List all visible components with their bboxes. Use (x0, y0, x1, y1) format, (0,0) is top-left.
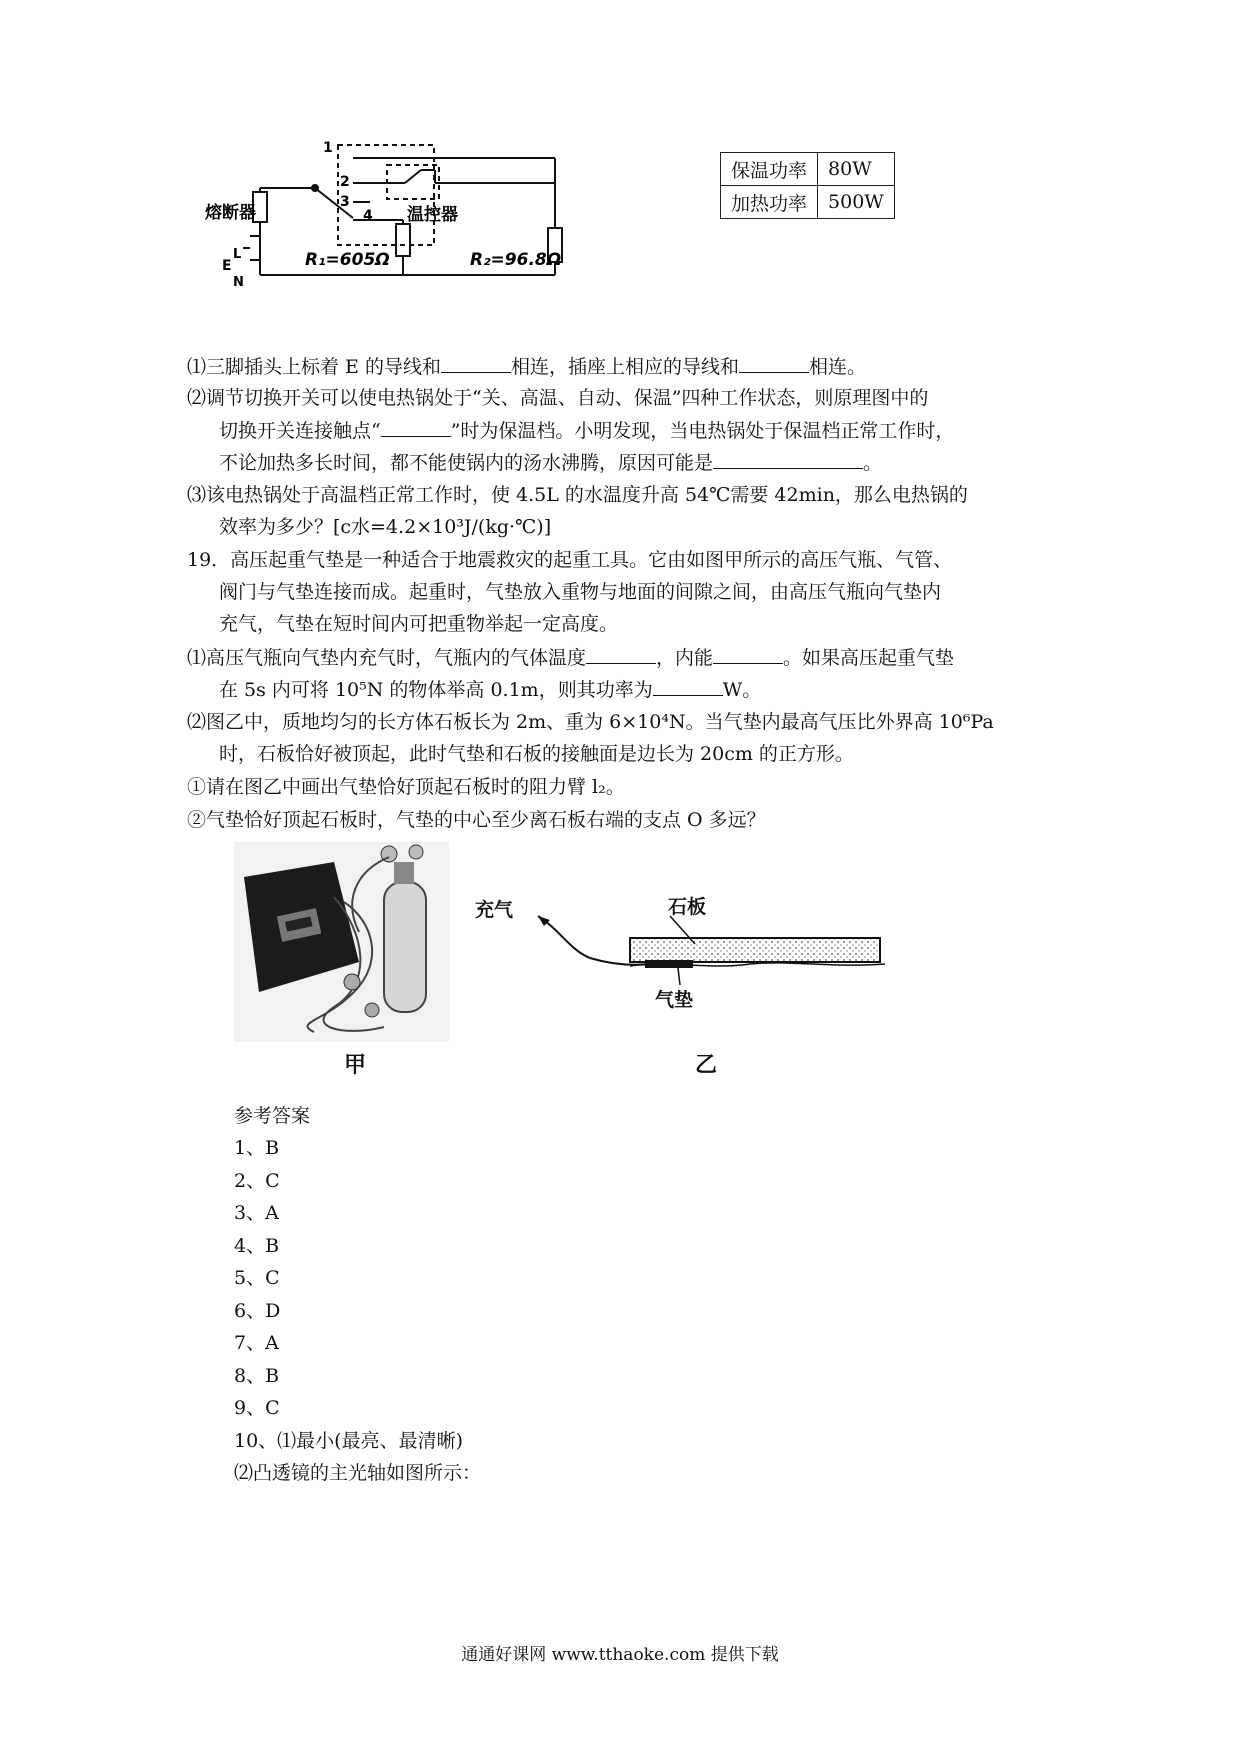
power-table (720, 152, 895, 219)
figure-jia-caption: 甲 (344, 1053, 367, 1078)
q18-p2-text-c: 不论加热多长时间，都不能使锅内的汤水沸腾，原因可能是 (219, 452, 714, 474)
q19-stem-line2: 阀门与气垫连接而成。起重时，气垫放入重物与地面的间隙之间，由高压气瓶向气垫内 (219, 581, 942, 603)
q19-p1-text-e: W。 (722, 679, 762, 701)
figure-jia-photo (234, 842, 449, 1042)
q18-p1-text-b: 相连，插座上相应的导线和 (510, 356, 739, 378)
q19-p1-text-a: ⑴高压气瓶向气垫内充气时，气瓶内的气体温度 (187, 647, 587, 669)
table-cell: 保温功率 (721, 153, 818, 186)
q18-p1-text-a: ⑴三脚插头上标着 E 的导线和 (187, 356, 441, 378)
answer-item: 5、C (234, 1267, 280, 1289)
q18-part2-line1: ⑵调节切换开关可以使电热锅处于“关、高温、自动、保温”四种工作状态，则原理图中的 (187, 387, 929, 409)
q18-part3-line1: ⑶该电热锅处于高温档正常工作时，使 4.5L 的水温度升高 54℃需要 42min，那么电热锅的 (187, 484, 968, 506)
answer-blank[interactable] (586, 643, 656, 664)
q19-p1-text-d: 在 5s 内可将 10⁵N 的物体举高 0.1m，则其功率为 (219, 679, 653, 701)
answer-item: 1、B (234, 1137, 280, 1159)
q19-part2-line1: ⑵图乙中，质地均匀的长方体石板长为 2m、重为 6×10⁴N。当气垫内最高气压比外界高 10⁶Pa (187, 711, 994, 733)
contact-2-label: 2 (340, 174, 350, 190)
answer-item: 6、D (234, 1300, 281, 1322)
qidian-label: 气垫 (655, 989, 694, 1011)
answers-heading: 参考答案 (234, 1105, 311, 1127)
answer-blank[interactable] (441, 352, 511, 373)
q19-part1-line1 (187, 643, 954, 672)
q19-part1-line2 (219, 675, 761, 704)
q18-part2-line3 (219, 448, 882, 477)
contact-1-label: 1 (323, 140, 333, 156)
q18-p2-text-b: ”时为保温档。小明发现，当电热锅处于保温档正常工作时， (450, 420, 955, 442)
answer-blank[interactable] (739, 352, 809, 373)
r1-label: R₁=605Ω (305, 250, 390, 270)
table-cell: 500W (818, 186, 895, 219)
answer-10-part2: ⑵凸透镜的主光轴如图所示： (234, 1462, 482, 1484)
q19-stem-line1: 19．高压起重气垫是一种适合于地震救灾的起重工具。它由如图甲所示的高压气瓶、气管、 (187, 549, 953, 571)
table-row (721, 186, 895, 219)
answer-blank[interactable] (653, 675, 723, 696)
q19-sub1: ①请在图乙中画出气垫恰好顶起石板时的阻力臂 l₂。 (187, 776, 625, 798)
answer-item: 9、C (234, 1397, 280, 1419)
answer-item: 3、A (234, 1202, 279, 1224)
q18-p2-text-a: 切换开关连接触点“ (219, 420, 381, 442)
thermostat-label: 温控器 (407, 205, 458, 225)
q18-p2-text-d: 。 (863, 452, 883, 474)
plug-l-label: L (233, 247, 242, 262)
q19-p1-text-c: 。如果高压起重气垫 (783, 647, 955, 669)
answer-item: 8、B (234, 1365, 280, 1387)
circuit-diagram (205, 140, 585, 320)
r2-label: R₂=96.8Ω (470, 250, 562, 270)
table-cell: 加热功率 (721, 186, 818, 219)
answer-10-part1: 10、⑴最小(最亮、最清晰) (234, 1430, 464, 1452)
table-row (721, 153, 895, 186)
page-footer: 通通好课网 www.tthaoke.com 提供下载 (461, 1645, 779, 1665)
q19-sub2: ②气垫恰好顶起石板时，气垫的中心至少离石板右端的支点 O 多远？ (187, 809, 766, 831)
q19-p1-text-b: ，内能 (656, 647, 714, 669)
answer-blank[interactable] (713, 448, 863, 469)
answer-blank[interactable] (713, 643, 783, 664)
plug-e-label: E (222, 258, 232, 274)
figure-yi-caption: 乙 (695, 1053, 718, 1078)
q19-stem-line3: 充气，气垫在短时间内可把重物举起一定高度。 (219, 613, 619, 635)
q18-part2-line2 (219, 416, 954, 445)
chongqi-label: 充气 (475, 899, 514, 921)
answer-item: 2、C (234, 1170, 280, 1192)
q18-part1 (187, 352, 866, 381)
table-cell: 80W (818, 153, 895, 186)
answer-item: 4、B (234, 1235, 280, 1257)
answer-blank[interactable] (381, 416, 451, 437)
plug-n-label: N (233, 275, 244, 290)
q18-part3-line2: 效率为多少？[c水=4.2×10³J/(kg·℃)] (219, 516, 552, 538)
q19-part2-line2: 时，石板恰好被顶起，此时气垫和石板的接触面是边长为 20cm 的正方形。 (219, 743, 854, 765)
answer-item: 7、A (234, 1332, 279, 1354)
q18-p1-text-c: 相连。 (808, 356, 866, 378)
shiban-label: 石板 (668, 896, 707, 918)
contact-4-label: 4 (363, 208, 373, 224)
contact-3-label: 3 (340, 194, 350, 210)
fuse-label: 熔断器 (205, 203, 256, 223)
